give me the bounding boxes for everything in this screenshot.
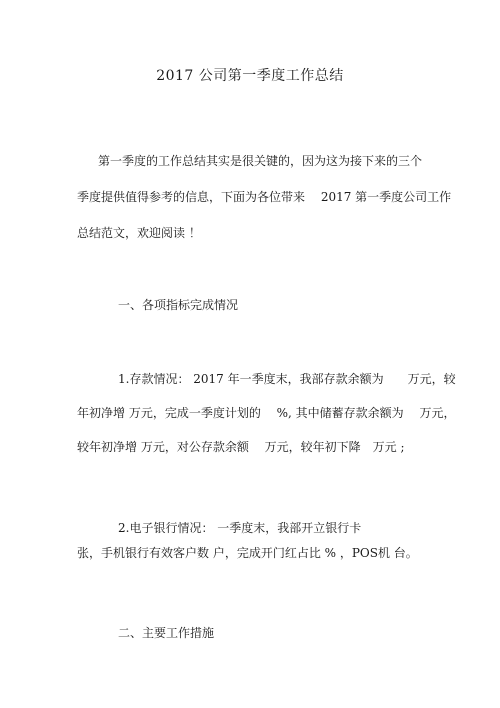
document-title: 2017 公司第一季度工作总结: [156, 68, 344, 84]
deposit-line-2: 年初净增 万元，完成一季度计划的 %, 其中储蓄存款余额为 万元，: [77, 406, 456, 420]
ebank-line-1: 2.电子银行情况： 一季度末，我部开立银行卡: [118, 521, 362, 535]
deposit-line-3: 较年初净增 万元，对公存款余额 万元，较年初下降 万元 ;: [77, 440, 405, 454]
intro-line-1: 第一季度的工作总结其实是很关键的，因为这为接下来的三个: [98, 154, 423, 168]
ebank-line-2: 张，手机银行有效客户数 户，完成开门红占比 % ，POS机 台。: [77, 546, 418, 560]
section2-heading: 二、主要工作措施: [118, 626, 215, 640]
deposit-line-1: 1.存款情况： 2017 年一季度末，我部存款余额为 万元，较: [118, 372, 456, 386]
intro-line-3: 总结范文，欢迎阅读 ！: [77, 226, 201, 240]
section1-heading: 一、各项指标完成情况: [118, 298, 239, 312]
intro-line-2: 季度提供值得参考的信息，下面为各位带来 2017 第一季度公司工作: [77, 190, 452, 204]
